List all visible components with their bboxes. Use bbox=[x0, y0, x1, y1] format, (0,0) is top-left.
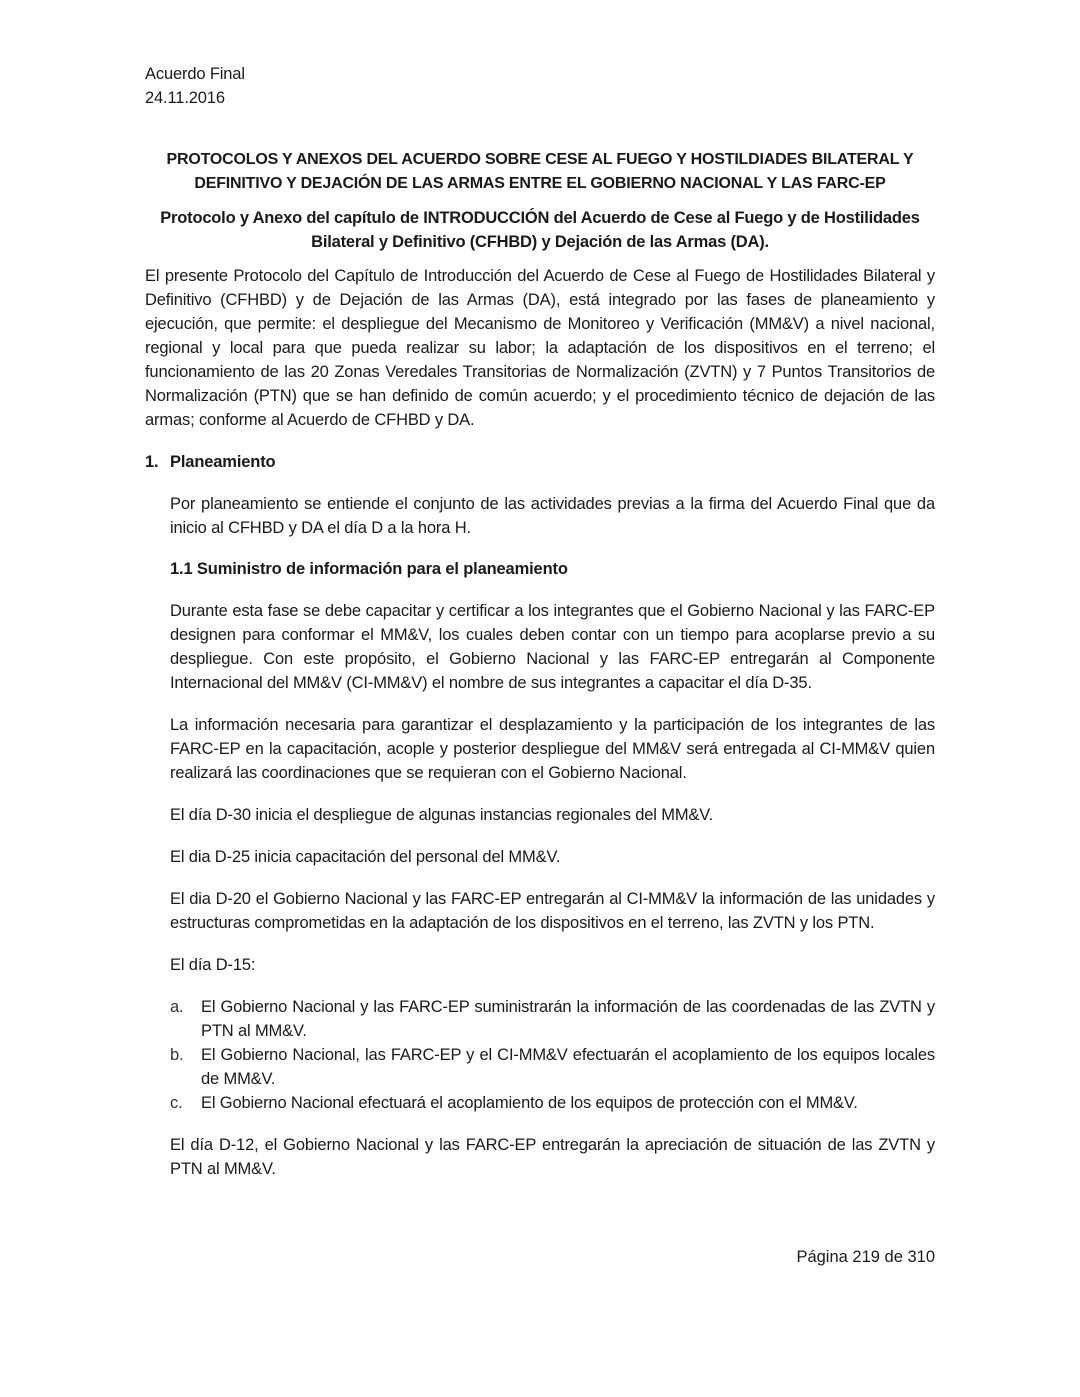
main-title: PROTOCOLOS Y ANEXOS DEL ACUERDO SOBRE CESE AL FUEGO Y HOSTILDIADES BILATERAL Y DEFINITIVO Y DEJACIÓN DE LAS ARMAS ENTRE EL GOBIERNO NACIONAL Y LAS FARC-EP bbox=[166, 151, 914, 192]
section-paragraph: Por planeamiento se entiende el conjunto de las actividades previas a la firma del Acuerdo Final que da inicio al CFHBD y DA el día D a la hora H. bbox=[170, 495, 935, 537]
section-body bbox=[170, 492, 935, 1181]
paragraph-informacion: La información necesaria para garantizar el desplazamiento y la participación de los integrantes de las FARC-EP en la capacitación, acople y posterior despliegue del MM&V será entregada al CI-MM&V quien realizará las coordinaciones que se requieran con el Gobierno Nacional. bbox=[170, 715, 935, 782]
list-marker: b. bbox=[170, 1045, 184, 1064]
document-date: 24.11.2016 bbox=[145, 89, 225, 107]
section-title: Planeamiento bbox=[170, 453, 276, 471]
d15-list bbox=[170, 995, 935, 1115]
list-text: El Gobierno Nacional efectuará el acoplamiento de los equipos de protección con el MM&V. bbox=[201, 1093, 858, 1112]
subsection-heading: 1.1 Suministro de información para el planeamiento bbox=[170, 559, 568, 578]
paragraph-capacitacion: Durante esta fase se debe capacitar y certificar a los integrantes que el Gobierno Nacional y las FARC-EP designen para conformar el MM&V, los cuales deben contar con un tiempo para acoplarse previo a su despliegue. Con este propósito, el Gobierno Nacional y las FARC-EP entregarán al Componente Internacional del MM&V (CI-MM&V) el nombre de sus integrantes a capacitar el día D-35. bbox=[170, 601, 935, 692]
list-item bbox=[170, 1091, 935, 1115]
paragraph-d15: El día D-15: bbox=[170, 955, 256, 974]
subtitle: Protocolo y Anexo del capítulo de INTRODUCCIÓN del Acuerdo de Cese al Fuego y de Hostilidades Bilateral y Definitivo (CFHBD) y Dejación de las Armas (DA). bbox=[160, 209, 920, 251]
document-page bbox=[145, 62, 935, 1197]
intro-paragraph: El presente Protocolo del Capítulo de Introducción del Acuerdo de Cese al Fuego de Hostilidades Bilateral y Definitivo (CFHBD) y de Dejación de las Armas (DA), está integrado por las fases de planeamiento y ejecución, que permite: el despliegue del Mecanismo de Monitoreo y Verificación (MM&V) a nivel nacional, regional y local para que pueda realizar su labor; la adaptación de los dispositivos en el terreno; el funcionamiento de las 20 Zonas Veredales Transitorias de Normalización (ZVTN) y 7 Puntos Transitorios de Normalización (PTN) que se han definido de común acuerdo; y el procedimiento técnico de dejación de las armas; conforme al Acuerdo de CFHBD y DA. bbox=[145, 267, 935, 429]
list-text: El Gobierno Nacional y las FARC-EP suministrarán la información de las coordenadas de las ZVTN y PTN al MM&V. bbox=[201, 997, 935, 1040]
paragraph-d20: El dia D-20 el Gobierno Nacional y las FARC-EP entregarán al CI-MM&V la información de las unidades y estructuras comprometidas en la adaptación de los dispositivos en el terreno, las ZVTN y los PTN. bbox=[170, 889, 935, 932]
paragraph-d12: El día D-12, el Gobierno Nacional y las FARC-EP entregarán la apreciación de situación de las ZVTN y PTN al MM&V. bbox=[170, 1135, 935, 1178]
list-item bbox=[170, 1043, 935, 1091]
document-header bbox=[145, 62, 935, 110]
section-number: 1. bbox=[145, 453, 159, 471]
list-item bbox=[170, 995, 935, 1043]
document-name: Acuerdo Final bbox=[145, 65, 245, 83]
paragraph-d25: El dia D-25 inicia capacitación del personal del MM&V. bbox=[170, 847, 561, 866]
page-number: Página 219 de 310 bbox=[796, 1248, 935, 1266]
list-marker: a. bbox=[170, 997, 184, 1016]
paragraph-d30: El día D-30 inicia el despliegue de algunas instancias regionales del MM&V. bbox=[170, 805, 714, 824]
list-text: El Gobierno Nacional, las FARC-EP y el CI-MM&V efectuarán el acoplamiento de los equipos locales de MM&V. bbox=[201, 1045, 935, 1088]
list-marker: c. bbox=[170, 1093, 183, 1112]
section-heading-planeamiento bbox=[145, 450, 935, 474]
